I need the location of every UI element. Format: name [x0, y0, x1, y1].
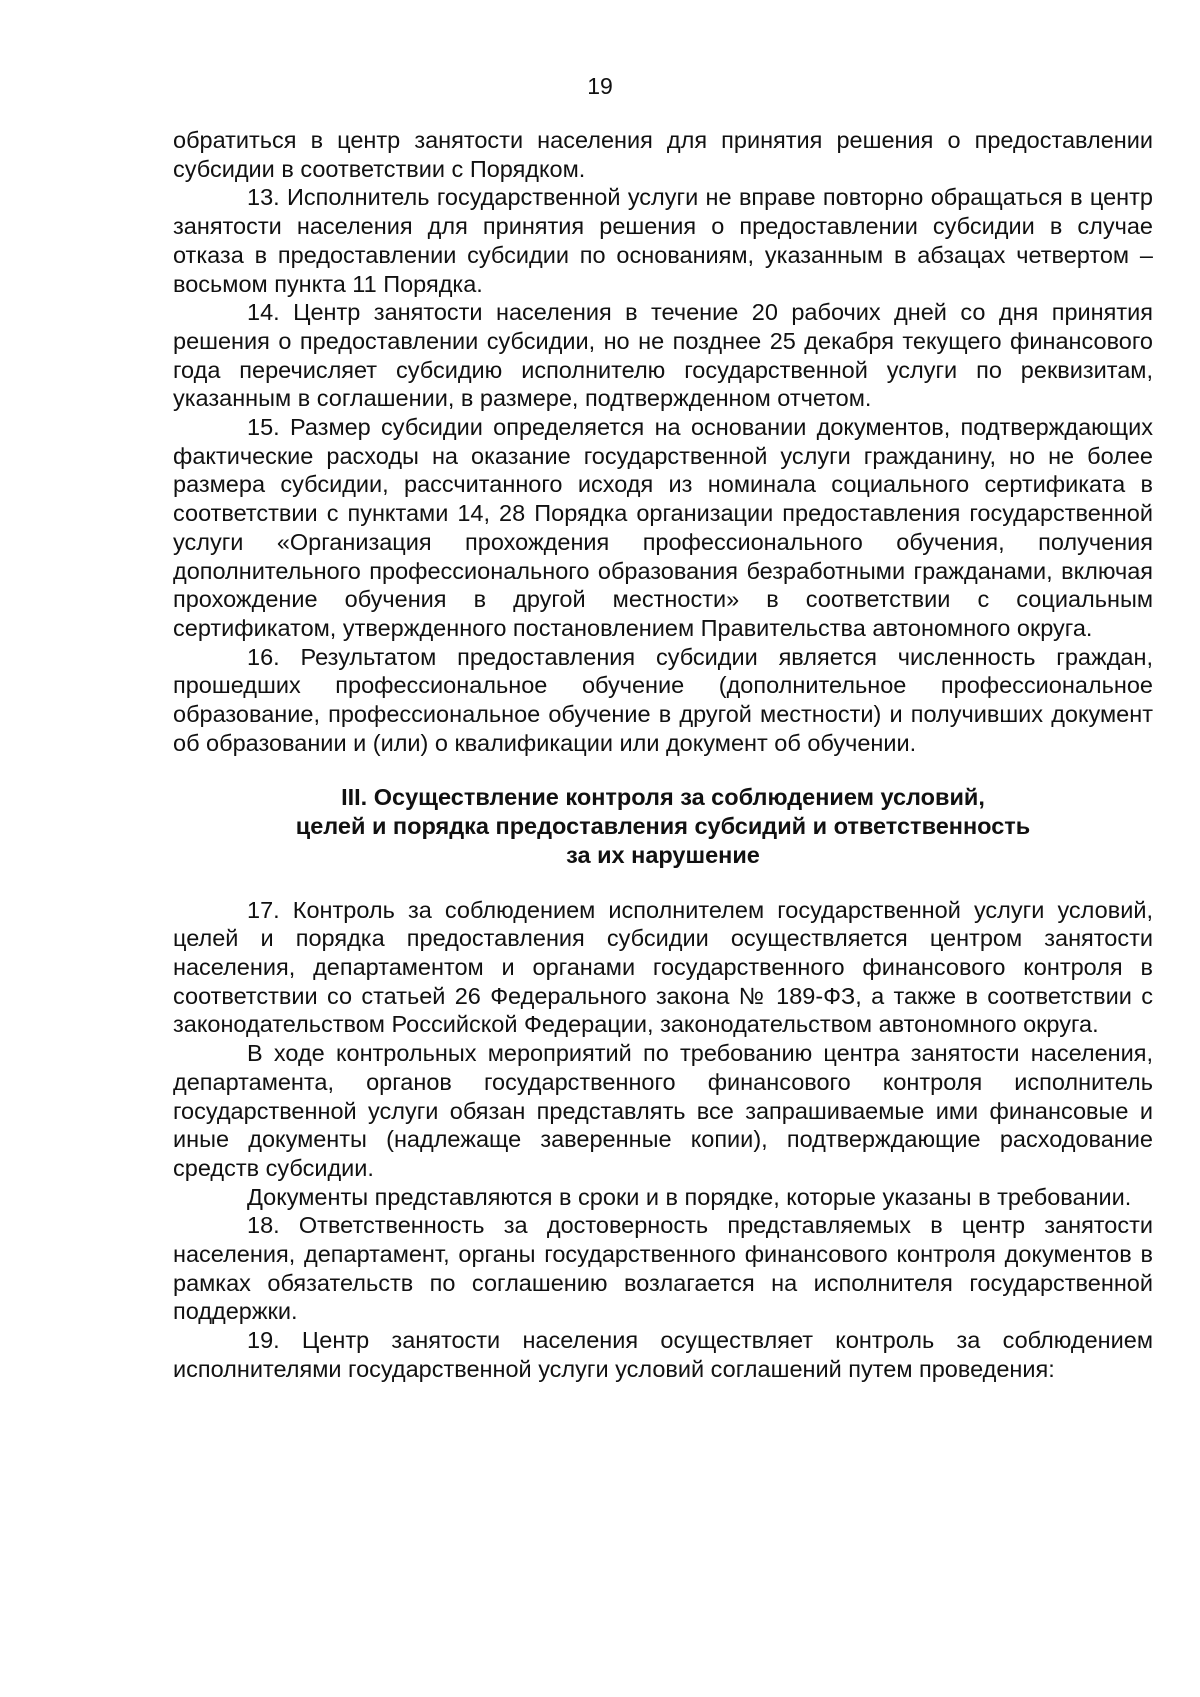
paragraph-item-18: 18. Ответственность за достоверность представляемых в центр занятости населения, департамент, органы государственного финансового контроля документов в рамках обязательств по соглашению возлагается на исполнителя государственной поддержки.: [173, 1212, 1153, 1325]
paragraph-control-measures: В ходе контрольных мероприятий по требованию центра занятости населения, департамента, органов государственного финансового контроля исполнитель государственной услуги обязан представлять все запрашиваемые ими финансовые и иные документы (надлежаще заверенные копии), подтверждающие расходование средств субсидии.: [173, 1040, 1153, 1181]
paragraph-item-14: 14. Центр занятости населения в течение 20 рабочих дней со дня принятия решения о предоставлении субсидии, но не позднее 25 декабря текущего финансового года перечисляет субсидию исполнителю государственной услуги по реквизитам, указанным в соглашении, в размере, подтвержденном отчетом.: [173, 299, 1153, 412]
section-heading: [173, 783, 1153, 869]
paragraph-item-19: 19. Центр занятости населения осуществляет контроль за соблюдением исполнителями государственной услуги условий соглашений путем проведения:: [173, 1327, 1153, 1382]
page-number: 19: [587, 73, 613, 99]
paragraph-item-15: 15. Размер субсидии определяется на основании документов, подтверждающих фактические расходы на оказание государственной услуги гражданину, но не более размера субсидии, рассчитанного исходя из номинала социального сертификата в соответствии с пунктами 14, 28 Порядка организации предоставления государственной услуги «Организация прохождения профессионального обучения, получения дополнительного профессионального образования безработными гражданами, включая прохождение обучения в другой местности» в соответствии с социальным сертификатом, утвержденного постановлением Правительства автономного округа.: [173, 414, 1153, 641]
section-heading-line: III. Осуществление контроля за соблюдением условий,: [341, 784, 985, 811]
paragraph-item-17: 17. Контроль за соблюдением исполнителем государственной услуги условий, целей и порядка предоставления субсидии осуществляется центром занятости населения, департаментом и органами государственного финансового контроля в соответствии со статьей 26 Федерального закона № 189-ФЗ, а также в соответствии с законодательством Российской Федерации, законодательством автономного округа.: [173, 896, 1153, 1038]
section-heading-line: целей и порядка предоставления субсидий и ответственность: [295, 813, 1031, 840]
paragraph-item-16: 16. Результатом предоставления субсидии является численность граждан, прошедших профессиональное обучение (дополнительное профессиональное образование, профессиональное обучение в другой местности) и получивших документ об образовании и (или) о квалификации или документ об обучении.: [173, 643, 1153, 756]
paragraph-continuation: обратиться в центр занятости населения для принятия решения о предоставлении субсидии в соответствии с Порядком.: [173, 127, 1153, 182]
paragraph-documents-terms: Документы представляются в сроки и в порядке, которые указаны в требовании.: [247, 1183, 1132, 1210]
section-heading-line: за их нарушение: [566, 841, 760, 868]
paragraph-item-13: 13. Исполнитель государственной услуги не вправе повторно обращаться в центр занятости населения для принятия решения о предоставлении субсидии в случае отказа в предоставлении субсидии по основаниям, указанным в абзацах четвертом – восьмом пункта 11 Порядка.: [173, 184, 1153, 297]
document-body: [173, 126, 1153, 1384]
